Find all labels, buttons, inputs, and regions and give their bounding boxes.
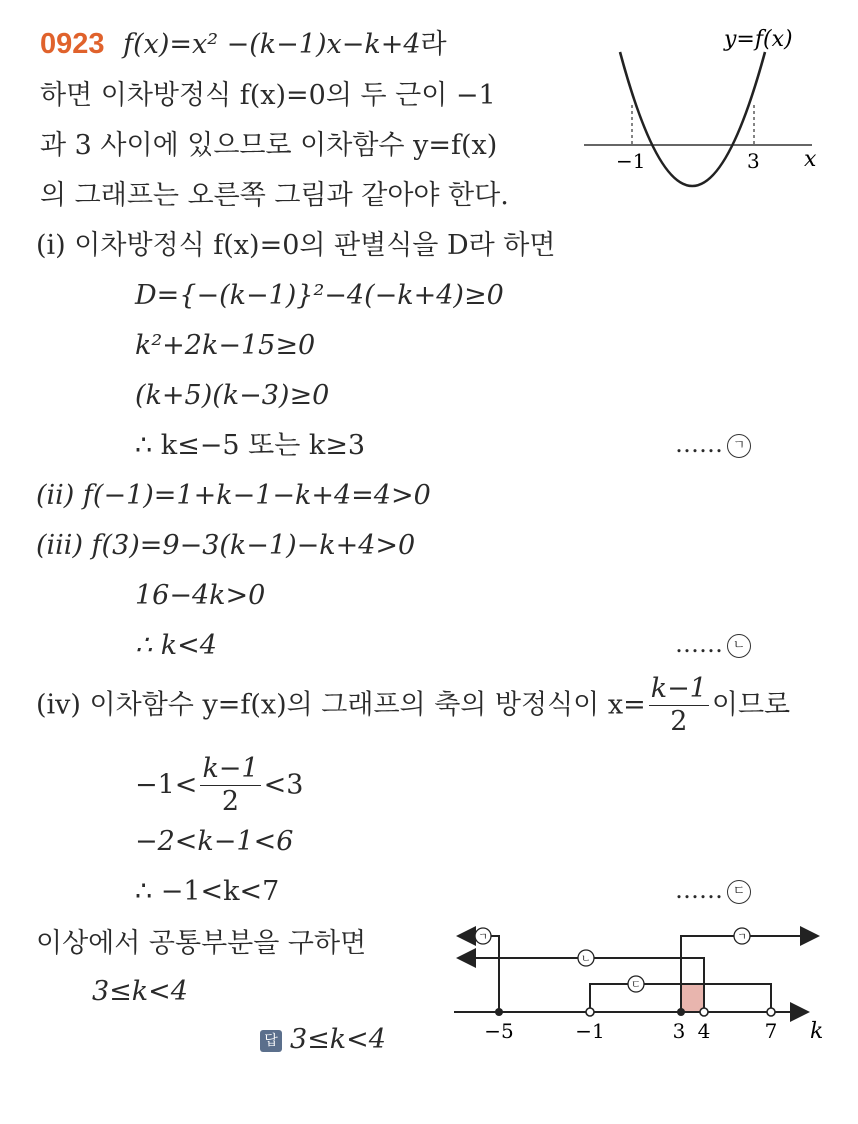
step-3-heading: (iii) f(3)=9−3(k−1)−k+4>0 <box>36 530 416 561</box>
step-4-heading <box>36 675 790 737</box>
answer-icon: 답 <box>260 1030 282 1052</box>
problem-number: 0923 <box>40 28 105 60</box>
graph-root-left: −1 <box>616 149 646 173</box>
step-1-expr-3: (k+5)(k−3)≥0 <box>135 380 330 411</box>
tick-minus-1: −1 <box>575 1019 605 1043</box>
point-3-closed <box>677 1008 685 1016</box>
graph-y-label: y=f(x) <box>724 27 793 52</box>
tick-4: 4 <box>697 1019 711 1043</box>
inequality-fraction <box>200 755 260 817</box>
marker-b <box>675 630 751 658</box>
point-minus-5 <box>495 1008 503 1016</box>
marker-c <box>675 876 751 904</box>
step-1-expr-2: k²+2k−15≥0 <box>135 330 316 361</box>
final-answer-value: 3≤k<4 <box>290 1024 386 1055</box>
step-1-heading: (i) 이차방정식 f(x)=0의 판별식을 D라 하면 <box>36 230 556 261</box>
intro-line-1 <box>40 30 447 59</box>
intro-line-4: 의 그래프는 오른쪽 그림과 같아야 한다. <box>40 180 509 211</box>
marker-dots: …… <box>675 430 723 458</box>
parabola-graph <box>580 20 830 200</box>
marker-circle-c: ㄷ <box>727 880 751 904</box>
step-4-expr-1 <box>135 755 303 817</box>
function-definition: f(x)=x² −(k−1)x−k+4 <box>123 29 421 60</box>
tick-7: 7 <box>764 1019 778 1043</box>
range-a-left <box>460 936 499 1012</box>
graph-x-label: x <box>804 147 817 172</box>
label-a-right: ㄱ <box>737 932 747 943</box>
marker-dots: …… <box>675 876 723 904</box>
step-4-expr-2: −2<k−1<6 <box>135 826 294 857</box>
number-line-diagram <box>450 918 830 1048</box>
marker-a <box>675 430 751 458</box>
step-3-expr-1: 16−4k>0 <box>135 580 266 611</box>
label-c: ㄷ <box>631 980 641 991</box>
step-1-expr-1: D={−(k−1)}²−4(−k+4)≥0 <box>135 280 504 311</box>
tick-3: 3 <box>672 1019 686 1043</box>
tick-minus-5: −5 <box>484 1019 514 1043</box>
fraction-numerator: k−1 <box>200 755 260 786</box>
intro-line-3: 과 3 사이에 있으므로 이차함수 y=f(x) <box>40 130 498 161</box>
marker-circle-a: ㄱ <box>727 434 751 458</box>
marker-dots: …… <box>675 630 723 658</box>
label-a-left: ㄱ <box>478 932 488 943</box>
conclusion-range: 3≤k<4 <box>92 976 188 1007</box>
intro-line-1-tail: 라 <box>420 29 447 60</box>
point-minus-1-open <box>586 1008 594 1016</box>
step-2-heading: (ii) f(−1)=1+k−1−k+4=4>0 <box>36 480 431 511</box>
fraction-denominator: 2 <box>670 706 688 738</box>
fraction-denominator: 2 <box>221 786 240 818</box>
graph-root-right: 3 <box>747 149 760 173</box>
step-4-heading-pre: (iv) 이차함수 y=f(x)의 그래프의 축의 방정식이 x= <box>36 689 646 721</box>
label-b: ㄴ <box>581 954 591 965</box>
step-3-result: ∴ k<4 <box>135 630 217 661</box>
step-4-result: ∴ −1<k<7 <box>135 876 280 907</box>
step-4-heading-post: 이므로 <box>711 689 791 721</box>
axis-variable-k: k <box>810 1019 824 1044</box>
final-answer <box>260 1026 386 1053</box>
axis-fraction <box>649 675 709 737</box>
conclusion-line: 이상에서 공통부분을 구하면 <box>36 928 367 959</box>
step-1-result: ∴ k≤−5 또는 k≥3 <box>135 430 366 461</box>
fraction-numerator: k−1 <box>649 675 709 706</box>
step-4-expr-1-pre: −1< <box>135 769 198 801</box>
intro-line-2: 하면 이차방정식 f(x)=0의 두 근이 −1 <box>40 80 496 111</box>
point-4-open <box>700 1008 708 1016</box>
step-4-expr-1-post: <3 <box>263 769 304 801</box>
point-7-open <box>767 1008 775 1016</box>
common-region-highlight <box>681 984 704 1012</box>
marker-circle-b: ㄴ <box>727 634 751 658</box>
